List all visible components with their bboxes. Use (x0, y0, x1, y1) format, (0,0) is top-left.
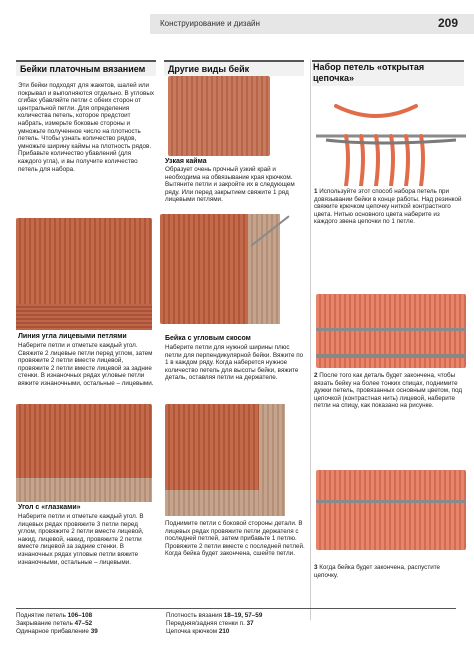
sidebar-step1 (314, 188, 464, 226)
footer-left-row: Поднятие петель 106–108 (16, 612, 93, 619)
footer-rule (16, 608, 456, 609)
footer-right-row: Передняя/задняя стенки п. 37 (166, 620, 254, 627)
mitre-title: Линия угла лицевыми петлями (18, 333, 127, 340)
sidebar-illustration-3 (316, 470, 466, 550)
eyelet-swatch-image (16, 404, 152, 502)
section-title: Конструирование и дизайн (160, 19, 260, 28)
col1-title: Бейки платочным вязанием (20, 64, 146, 74)
slant-text: Наберите петли для нужной ширины плюс петли для перпендикулярной бейки. Вяжите по 1 в каждом ряду. Когда наберется нужное количество петель для высоты бейки, вяжите деталь, оставляя петли на держателе. (165, 344, 304, 382)
eyelet-text: Наберите петли и отметьте каждый угол. В лицевых рядах провяжите 3 петли перед углом, провяжите 2 петли вместе лицевой, накид, лицевой, накид, провяжите 2 петли вместе лицевой за задние стенки. В изнаночных рядах угловые петли вяжите изнаночными, остальные – лицевыми. (18, 513, 144, 566)
step1-num: 1 (314, 188, 318, 195)
page-number: 209 (438, 16, 459, 30)
col2-title: Другие виды бейк (168, 64, 250, 74)
footer-left (16, 612, 166, 636)
sidebar-chain-2 (316, 354, 466, 358)
sidebar-step2 (314, 372, 464, 410)
col1-intro: Эти бейки подходят для жакетов, шалей или покрывал и выполняются отдельно. В угловых сгибах убавляйте петли с обеих сторон от центральной петли. Для определения количества петель, которое предстоит набрать, измерьте боковые стороны и умножьте полученное число на плотность петель. Чтобы узнать количество рядов, умножьте ширину каймы на плотность рядов. Прибавьте количество убавлений (для каждого угла), и вы получите количество петель для набора. (18, 82, 155, 173)
sidebar-needle-2 (316, 328, 466, 331)
step2-num: 2 (314, 372, 318, 379)
slant-title: Бейка с угловым скосом (165, 335, 251, 342)
sidebar-title: Набор петель «открытая цепочка» (313, 62, 425, 83)
eyelet-band (16, 478, 152, 502)
sidebar-needle-3 (316, 500, 466, 503)
step3-num: 3 (314, 564, 318, 571)
footer-right (166, 612, 326, 636)
footer-left-row: Одинарное прибавление 39 (16, 628, 98, 635)
footer-right-row: Цепочка крючком 210 (166, 628, 230, 635)
sidebar-illustration-1 (316, 96, 466, 186)
mitre-band (16, 304, 152, 330)
footer-right-row: Плотность вязания 18–19, 57–59 (166, 612, 263, 619)
slant-swatch-image (160, 214, 280, 324)
step1-text: Используйте этот способ набора петель при довязывании бейки в конце работы. Над резинкой свяжите крючком цепочку ниткой контрастного цвета. Нитью основного цвета наберите из каждого звена цепочки по 1 петле. (314, 188, 462, 226)
col2-title-bar (164, 60, 304, 76)
bottom-text: Поднимите петли с боковой стороны детали. В лицевых рядах провяжите петли держателя с последней петлей, затем прибавьте 1 петлю. Провяжите 2 петли вместе с последней петлей. Когда бейка будет закончена, сшейте петли. (165, 520, 305, 558)
corner-swatch-image (165, 404, 285, 516)
corner-band-side (259, 404, 285, 516)
col1-title-bar (16, 60, 156, 76)
slant-band (248, 214, 280, 324)
mitre-text: Наберите петли и отметьте каждый угол. Свяжите 2 лицевые петли перед углом, затем провяжите 2 петли вместе лицевой, провяжите 2 петли вместе лицевой за задние стенки. В изнаночных рядах угловые петли вяжите изнаночными, остальные – лицевыми. (18, 342, 154, 387)
step2-text: После того как деталь будет закончена, чтобы вязать бейку на более тонких спицах, поднимите дужки петель, провязанных основным цветом, под цепочкой (контрастная нить) лицевой, наберите петли на спицу, как показано на рисунке. (314, 372, 463, 410)
eyelet-title: Угол с «глазками» (18, 504, 81, 511)
narrow-edging-image (168, 76, 270, 156)
narrow-title: Узкая кайма (165, 158, 207, 165)
sidebar-step3 (314, 564, 464, 579)
narrow-text: Образует очень прочный узкий край и необходима на обвязывание края крючком. Вытяните петли и закройте их в следующем ряду. Или перед закрытием свяжите 1 ряд лицевыми петлями. (165, 166, 295, 204)
mitre-swatch-image (16, 218, 152, 330)
footer-left-row: Закрывание петель 47–52 (16, 620, 93, 627)
step3-text: Когда бейка будет закончена, распустите цепочку. (314, 564, 441, 579)
sidebar-illustration-2 (316, 294, 466, 368)
